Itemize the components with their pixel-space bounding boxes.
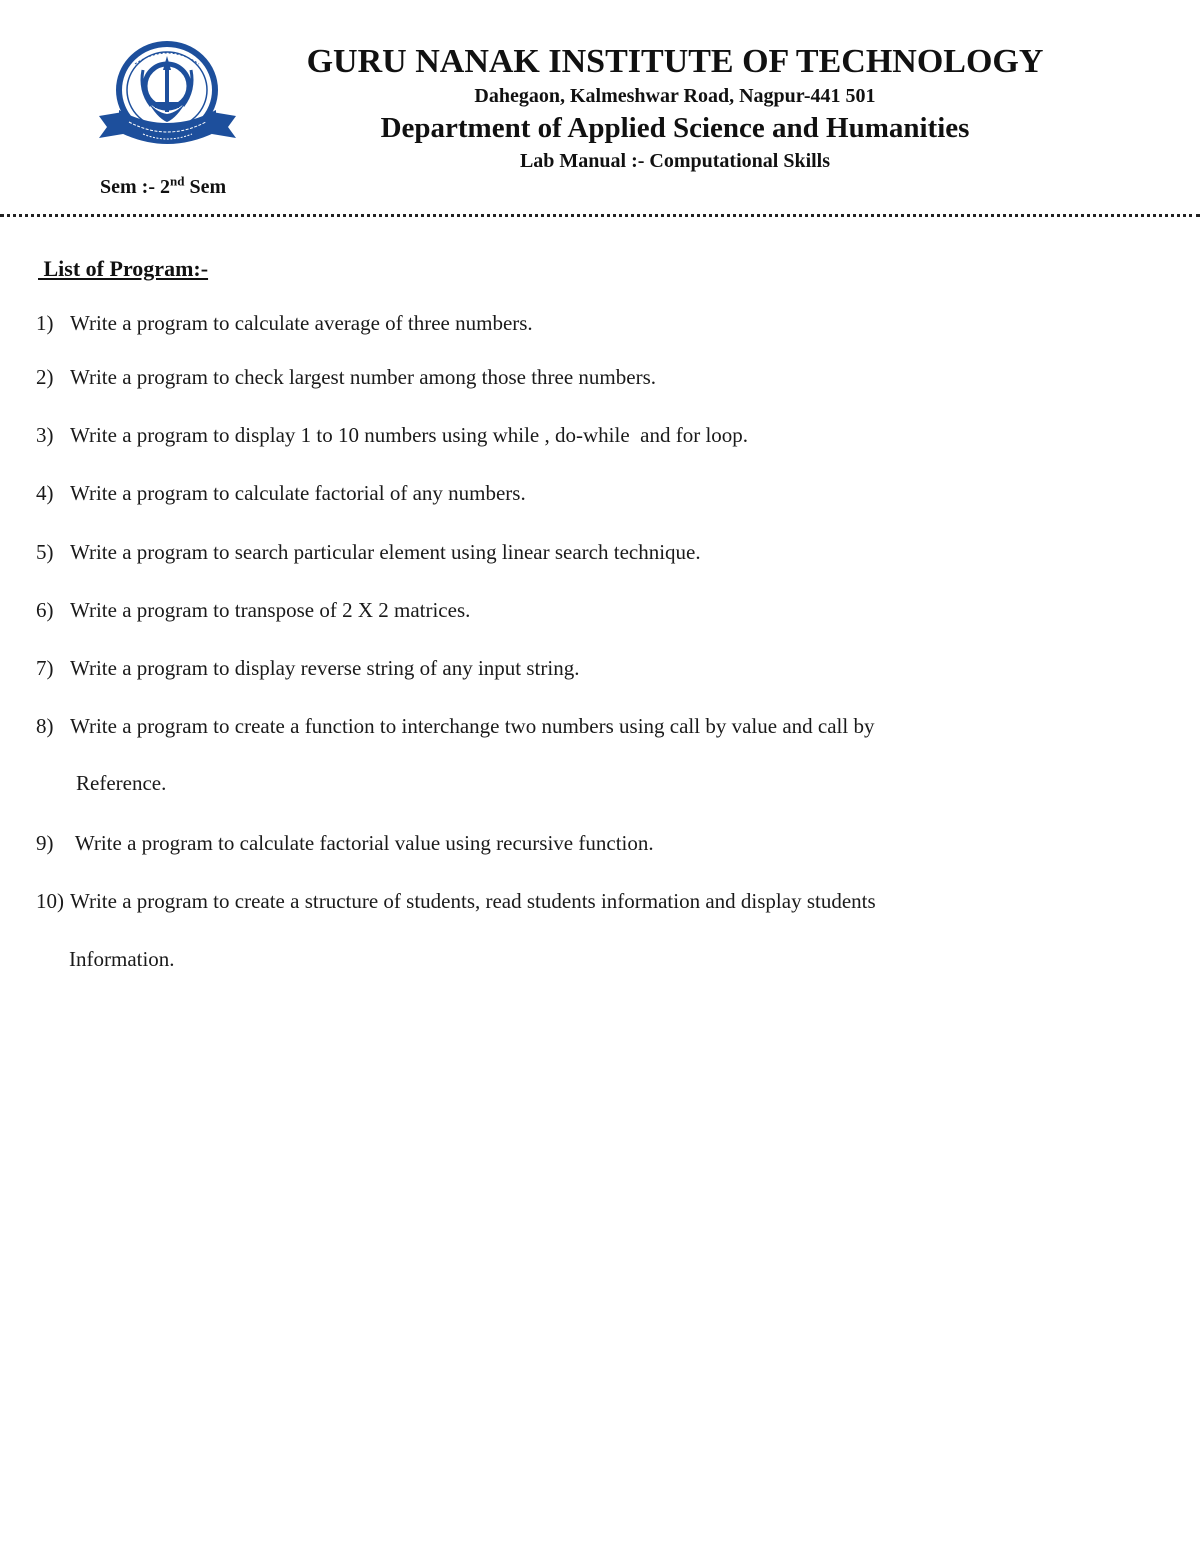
list-item: [36, 654, 579, 682]
list-item: [36, 479, 526, 507]
item-text: Write a program to display reverse string of any input string.: [70, 656, 580, 680]
list-item: [36, 887, 876, 915]
list-item: [36, 596, 470, 624]
item-number: 2): [36, 365, 54, 389]
item-number: 7): [36, 656, 54, 680]
list-item: [36, 421, 748, 449]
department-name: Department of Applied Science and Humanities: [380, 112, 970, 144]
item-number: 3): [36, 423, 54, 447]
item-continuation: Reference.: [76, 771, 167, 795]
list-item: [36, 712, 874, 740]
item-number: 5): [36, 540, 54, 564]
dotted-divider: [0, 214, 1200, 217]
semester-suffix: Sem: [184, 176, 227, 198]
item-text: Write a program to display 1 to 10 numbers using while , do-while and for loop.: [70, 423, 749, 447]
item-number: 1): [36, 311, 54, 335]
list-heading: List of Program:-: [38, 256, 209, 281]
lab-manual-title: Lab Manual :- Computational Skills: [519, 150, 831, 172]
item-number: 8): [36, 714, 54, 738]
item-number: 9): [36, 831, 54, 855]
item-text: Write a program to check largest number among those three numbers.: [70, 365, 656, 389]
item-continuation: Information.: [69, 947, 175, 971]
item-text: Write a program to calculate factorial value using recursive function.: [70, 831, 654, 855]
institute-address: Dahegaon, Kalmeshwar Road, Nagpur-441 501: [474, 85, 876, 107]
item-text: Write a program to create a structure of students, read students information and display students: [70, 889, 876, 913]
institute-name: GURU NANAK INSTITUTE OF TECHNOLOGY: [306, 43, 1044, 80]
item-text: Write a program to transpose of 2 X 2 matrices.: [70, 598, 471, 622]
item-number: 6): [36, 598, 54, 622]
semester-superscript: nd: [169, 173, 185, 189]
list-item: [36, 538, 701, 566]
item-text: Write a program to search particular element using linear search technique.: [70, 540, 701, 564]
list-item: [36, 309, 533, 337]
list-item: [36, 363, 656, 391]
semester-label: [100, 173, 226, 201]
list-item: [36, 829, 654, 857]
item-number: 4): [36, 481, 54, 505]
institute-logo: [95, 40, 240, 152]
item-text: Write a program to create a function to interchange two numbers using call by value and call by: [70, 714, 875, 738]
item-text: Write a program to calculate average of three numbers.: [70, 311, 533, 335]
item-number: 10): [36, 889, 64, 913]
semester-prefix: Sem :- 2: [100, 176, 170, 198]
item-text: Write a program to calculate factorial of any numbers.: [70, 481, 526, 505]
